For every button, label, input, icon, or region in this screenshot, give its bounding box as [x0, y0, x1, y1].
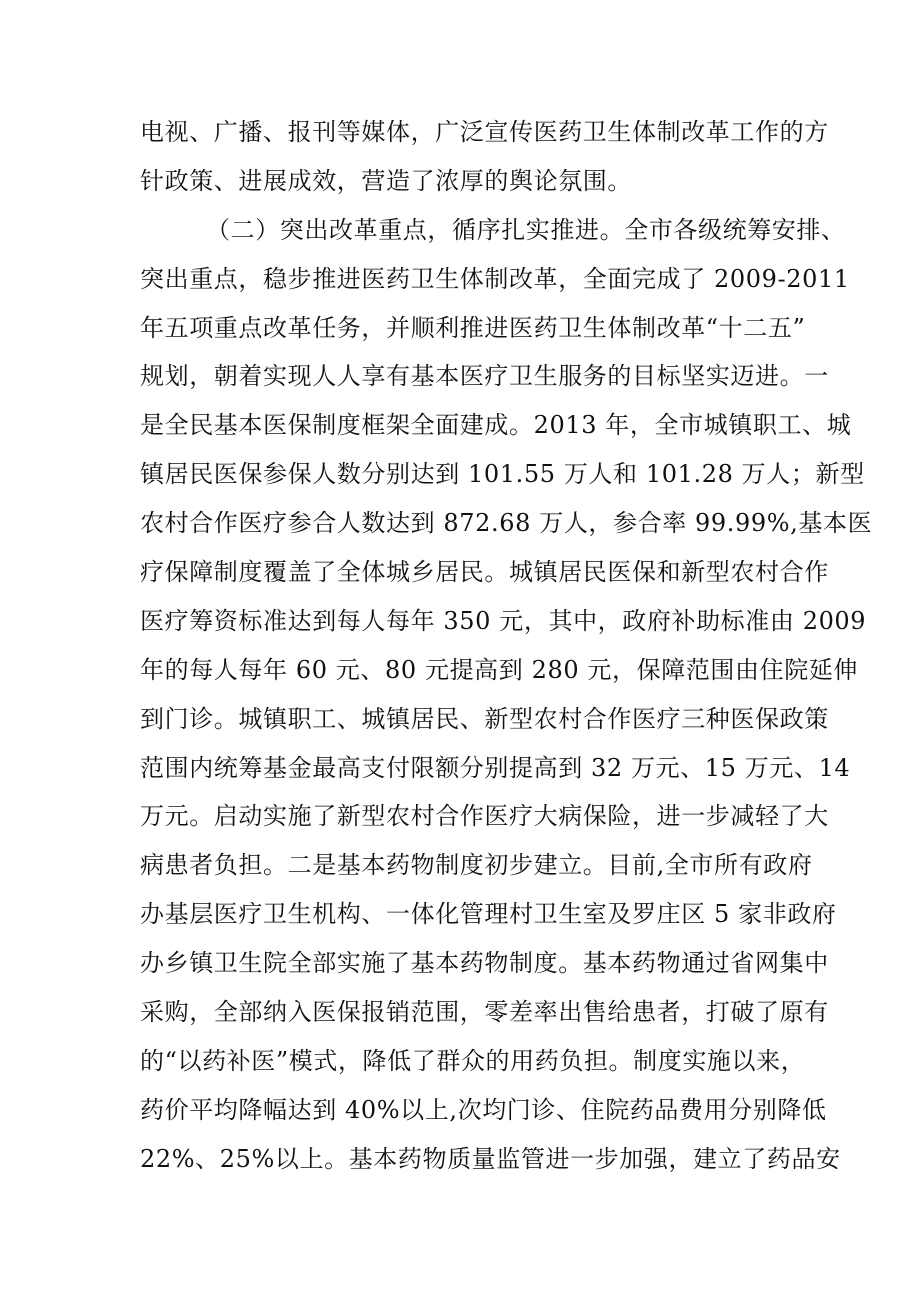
text-line: 是全民基本医保制度框架全面建成。2013 年，全市城镇职工、城: [140, 411, 852, 440]
text-line: 规划，朝着实现人人享有基本医疗卫生服务的目标坚实迈进。一: [140, 362, 829, 391]
text-line: 范围内统筹基金最高支付限额分别提高到 32 万元、15 万元、14: [140, 753, 851, 782]
text-line: 办乡镇卫生院全部实施了基本药物制度。基本药物通过省网集中: [140, 949, 829, 978]
text-line: 突出重点，稳步推进医药卫生体制改革，全面完成了 2009-2011: [140, 264, 850, 293]
section-heading-line: （二）突出改革重点，循序扎实推进。全市各级统筹安排、: [206, 215, 846, 244]
text-line: 疗保障制度覆盖了全体城乡居民。城镇居民医保和新型农村合作: [140, 558, 829, 587]
text-line: 药价平均降幅达到 40%以上,次均门诊、住院药品费用分别降低: [140, 1095, 827, 1124]
text-line: 年五项重点改革任务，并顺利推进医药卫生体制改革“十二五”: [140, 313, 806, 342]
text-line: 万元。启动实施了新型农村合作医疗大病保险，进一步减轻了大: [140, 802, 829, 831]
text-line: 电视、广播、报刊等媒体，广泛宣传医药卫生体制改革工作的方: [140, 118, 829, 146]
text-line: 的“以药补医”模式，降低了群众的用药负担。制度实施以来，: [140, 1046, 806, 1075]
text-line: 到门诊。城镇职工、城镇居民、新型农村合作医疗三种医保政策: [140, 704, 829, 733]
text-line: 办基层医疗卫生机构、一体化管理村卫生室及罗庄区 5 家非政府: [140, 900, 837, 929]
text-line: 年的每人每年 60 元、80 元提高到 280 元，保障范围由住院延伸: [140, 655, 859, 684]
text-line: 镇居民医保参保人数分别达到 101.55 万人和 101.28 万人；新型: [140, 460, 865, 489]
text-line: 农村合作医疗参合人数达到 872.68 万人，参合率 99.99%,基本医: [140, 509, 873, 538]
text-line: 病患者负担。二是基本药物制度初步建立。目前,全市所有政府: [140, 851, 813, 880]
text-line: 医疗筹资标准达到每人每年 350 元，其中，政府补助标准由 2009: [140, 606, 867, 635]
text-line: 22%、25%以上。基本药物质量监管进一步加强，建立了药品安: [140, 1144, 841, 1173]
text-line: 针政策、进展成效，营造了浓厚的舆论氛围。: [140, 166, 632, 195]
body-text: [140, 108, 873, 1184]
text-line: 采购，全部纳入医保报销范围，零差率出售给患者，打破了原有: [140, 998, 829, 1027]
